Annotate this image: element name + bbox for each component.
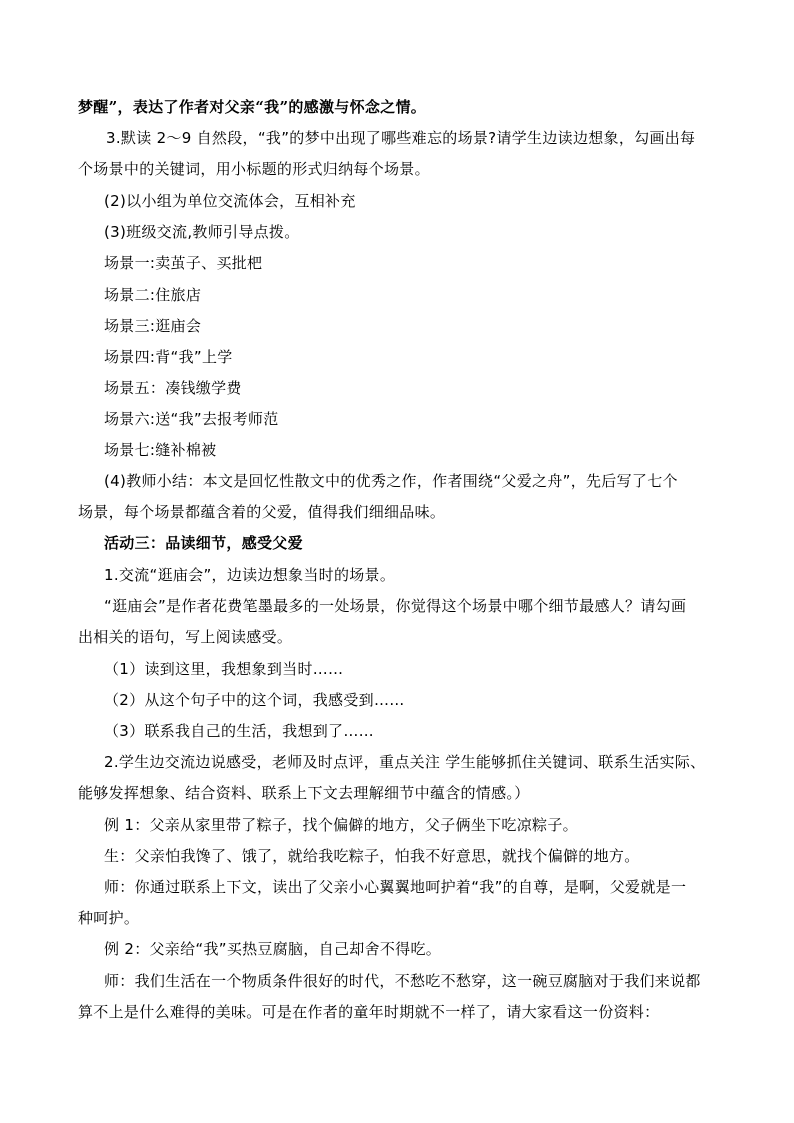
paragraph-line: (3)班级交流,教师引导点拨。 (104, 223, 300, 241)
prompt-item: （2）从这个句子中的这个词，我感受到…… (104, 691, 405, 709)
paragraph-line: 算不上是什么难得的美味。可是在作者的童年时期就不一样了，请大家看这一份资料： (78, 1003, 660, 1021)
scene-item: 场景四:背“我”上学 (104, 348, 233, 366)
paragraph-line: (2)以小组为单位交流体会，互相补充 (104, 192, 356, 210)
scene-item: 场景一:卖茧子、买批杷 (104, 254, 263, 272)
scene-item: 场景六:送“我”去报考师范 (104, 410, 279, 428)
example-line: 例 1：父亲从家里带了粽子，找个偏僻的地方，父子俩坐下吃凉粽子。 (104, 816, 578, 834)
example-line: 例 2：父亲给“我”买热豆腐脑，自己却舍不得吃。 (104, 940, 442, 958)
paragraph-line: 种呵护。 (78, 909, 140, 927)
paragraph-line: (4)教师小结：本文是回忆性散文中的优秀之作，作者围绕“父爱之舟”，先后写了七个 (104, 472, 678, 490)
paragraph-line: 场景，每个场景都蕴含着的父爱，值得我们细细品味。 (78, 503, 446, 521)
paragraph-line: 3.默读 2～9 自然段，“我”的梦中出现了哪些难忘的场景?请学生边读边想象，勾画出每 (106, 129, 696, 147)
paragraph-line: 师：我们生活在一个物质条件很好的时代，不愁吃不愁穿，这一碗豆腐脑对于我们来说都 (104, 972, 701, 990)
paragraph-line: 生：父亲怕我馋了、饿了，就给我吃粽子，怕我不好意思，就找个偏僻的地方。 (104, 847, 640, 865)
paragraph-line: 梦醒”，表达了作者对父亲“我”的感激与怀念之情。 (78, 98, 427, 116)
paragraph-line: 2.学生边交流边说感受，老师及时点评，重点关注 学生能够抓住关键词、联系生活实际、 (104, 753, 706, 771)
scene-item: 场景二:住旅店 (104, 286, 202, 304)
paragraph-line: 个场景中的关键词，用小标题的形式归纳每个场景。 (78, 160, 430, 178)
scene-item: 场景五：凑钱缴学费 (104, 379, 242, 397)
paragraph-line: 出相关的语句，写上阅读感受。 (78, 628, 293, 646)
scene-item: 场景三:逛庙会 (104, 317, 202, 335)
prompt-item: （1）读到这里，我想象到当时…… (104, 660, 344, 678)
paragraph-line: 师：你通过联系上下文，读出了父亲小心翼翼地呵护着“我”的自尊，是啊，父爱就是一 (104, 878, 687, 896)
paragraph-line: 1.交流“逛庙会”，边读边想象当时的场景。 (104, 566, 396, 584)
paragraph-line: “逛庙会”是作者花费笔墨最多的一处场景，你觉得这个场景中哪个细节最感人？请勾画 (104, 597, 687, 615)
scene-item: 场景七:缝补棉被 (104, 441, 217, 459)
paragraph-line: 能够发挥想象、结合资料、联系上下文去理解细节中蕴含的情感。） (78, 784, 530, 802)
prompt-item: （3）联系我自己的生活，我想到了…… (104, 722, 374, 740)
section-heading: 活动三：品读细节，感受父爱 (104, 534, 303, 552)
